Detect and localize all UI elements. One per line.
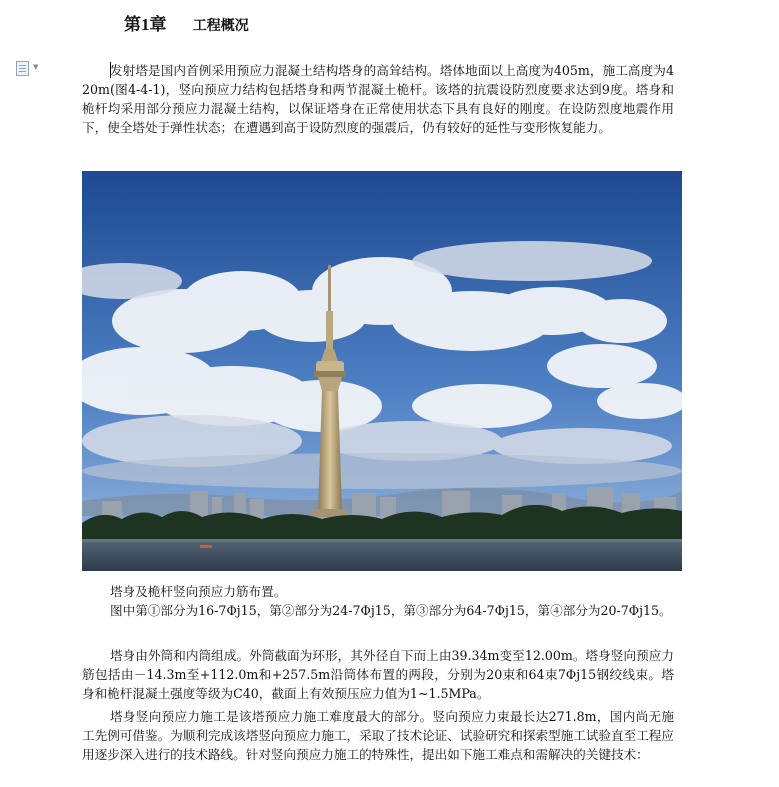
- photo-caption: 塔身及桅杆竖向预应力筋布置。: [110, 584, 287, 599]
- difficulty-paragraph: 塔身竖向预应力施工是该塔预应力施工难度最大的部分。竖向预应力束最长达271.8m，国内尚无施工先例可借鉴。为顺利完成该塔竖向预应力施工，采取了技术论证、试验研究和探索型施工试验直至工程应用逐步深入进行的技术路线。针对竖向预应力施工的特殊性，提出如下施工难点和需解决的关键技术：: [82, 709, 674, 762]
- chapter-heading: [124, 10, 249, 35]
- chapter-number: 第1章: [124, 15, 167, 34]
- parts-paragraph: 图中第①部分为16-7Φj15，第②部分为24-7Φj15，第③部分为64-7Φj15，第④部分为20-7Φj15。: [110, 603, 672, 618]
- intro-paragraph: 发射塔是国内首例采用预应力混凝土结构塔身的高耸结构。塔体地面以上高度为405m，施工高度为420m(图4-4-1)，竖向预应力结构包括塔身和两节混凝土桅杆。该塔的抗震设防烈度要求达到9度。塔身和桅杆均采用部分预应力混凝土结构，以保证塔身在正常使用状态下具有良好的刚度。在设防烈度地震作用下，使全塔处于弹性状态；在遭遇到高于设防烈度的强震后，仍有较好的延性与变形恢复能力。: [82, 63, 674, 135]
- structure-paragraph: 塔身由外筒和内筒组成。外筒截面为环形，其外径自下而上由39.34m变至12.00m。塔身竖向预应力筋包括由－14.3m至+112.0m和+257.5m沿筒体布置的两段，分别为20束和64束7Φj15钢绞线束。塔身和桅杆混凝土强度等级为C40，截面上有效预压应力值为1~1.5MPa。: [82, 648, 674, 701]
- tower-photo: [82, 171, 682, 571]
- document-icon[interactable]: [16, 61, 29, 76]
- chapter-title: 工程概况: [192, 19, 249, 34]
- caret-down-icon[interactable]: ▼: [33, 63, 39, 71]
